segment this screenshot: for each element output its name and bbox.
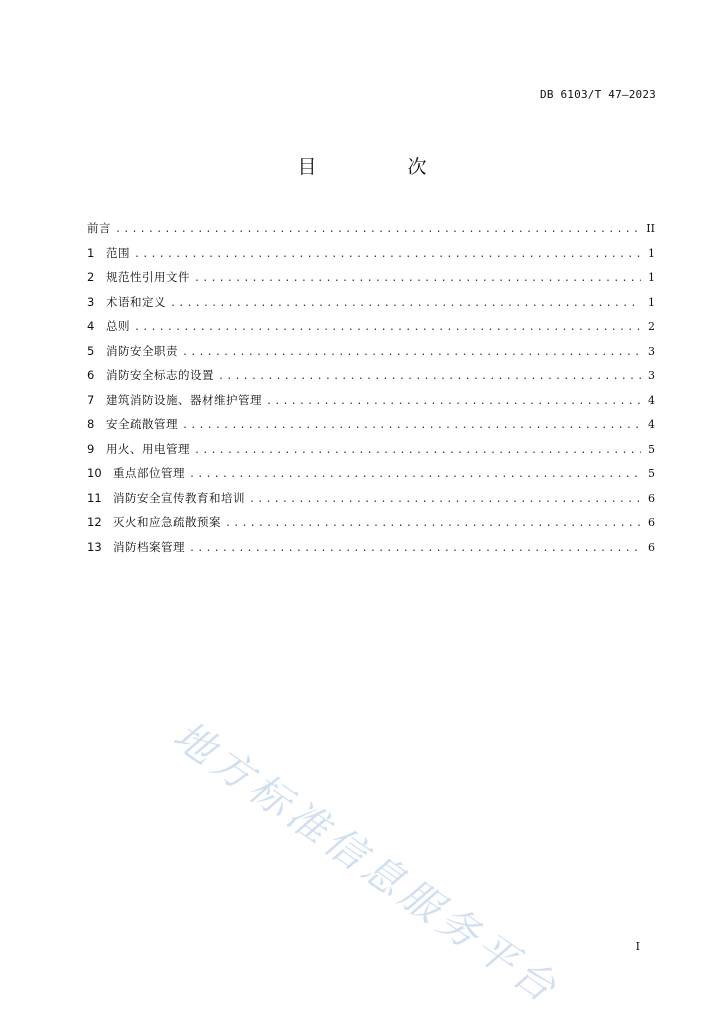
toc-entry-number: 12 xyxy=(87,515,102,529)
toc-entry-label: 用火、用电管理 xyxy=(106,441,190,456)
toc-entry-7[interactable] xyxy=(87,392,655,417)
toc-entry-number: 6 xyxy=(87,368,95,382)
toc-entry-label: 规范性引用文件 xyxy=(106,270,190,284)
toc-entry-number: 13 xyxy=(87,539,102,554)
toc-entry-page: 6 xyxy=(648,516,655,529)
toc-entry-9[interactable] xyxy=(87,441,655,466)
watermark: 地方标准信息服务平台 xyxy=(164,712,568,1015)
toc-entry-number: 10 xyxy=(87,466,102,480)
toc-entry-number: 11 xyxy=(87,490,102,505)
toc-leader-dots xyxy=(115,222,640,238)
toc-entry-3[interactable] xyxy=(87,294,655,319)
document-code: DB 6103/T 47—2023 xyxy=(540,88,656,101)
toc-entry-label: 总则 xyxy=(106,319,130,333)
toc-entry-page: 5 xyxy=(648,442,655,456)
toc-entry-4[interactable] xyxy=(87,318,655,343)
toc-entry-page: II xyxy=(646,222,655,235)
toc-entry-label: 范围 xyxy=(106,245,130,260)
toc-entry-label: 灭火和应急疏散预案 xyxy=(113,515,221,529)
toc-entry-label: 消防档案管理 xyxy=(113,539,185,554)
toc-entry-number: 4 xyxy=(87,319,95,333)
toc-entry-12[interactable] xyxy=(87,514,655,539)
toc-entry-foreword[interactable] xyxy=(87,220,655,245)
toc-entry-label: 消防安全职责 xyxy=(106,343,178,358)
page-title: 目 次 xyxy=(297,156,463,178)
toc-entry-label: 重点部位管理 xyxy=(113,466,185,480)
toc-entry-label: 消防安全宣传教育和培训 xyxy=(113,490,245,505)
table-of-contents xyxy=(87,220,655,563)
toc-entry-number: 7 xyxy=(87,392,95,407)
toc-leader-dots xyxy=(189,467,641,483)
toc-leader-dots xyxy=(134,320,641,336)
toc-entry-page: 5 xyxy=(648,467,655,480)
page-number: I xyxy=(635,940,640,953)
toc-entry-8[interactable] xyxy=(87,416,655,441)
toc-entry-page: 4 xyxy=(648,393,655,407)
toc-entry-page: 3 xyxy=(648,369,655,382)
toc-entry-label: 消防安全标志的设置 xyxy=(106,368,214,382)
toc-entry-number: 9 xyxy=(87,441,95,456)
toc-leader-dots xyxy=(182,345,641,361)
toc-leader-dots xyxy=(189,541,641,557)
toc-entry-page: 4 xyxy=(648,418,655,431)
toc-entry-6[interactable] xyxy=(87,367,655,392)
toc-entry-label: 术语和定义 xyxy=(106,294,166,309)
toc-entry-number: 5 xyxy=(87,343,95,358)
toc-entry-page: 1 xyxy=(648,246,655,260)
toc-leader-dots xyxy=(225,516,641,532)
toc-leader-dots xyxy=(134,247,641,263)
toc-entry-page: 6 xyxy=(648,540,655,554)
toc-entry-number: 3 xyxy=(87,294,95,309)
toc-entry-page: 3 xyxy=(648,344,655,358)
toc-entry-label: 前言 xyxy=(87,221,111,235)
toc-entry-number: 1 xyxy=(87,245,95,260)
toc-leader-dots xyxy=(218,369,641,385)
toc-entry-label: 安全疏散管理 xyxy=(106,417,178,431)
toc-entry-page: 1 xyxy=(648,271,655,284)
toc-leader-dots xyxy=(249,492,641,508)
toc-entry-5[interactable] xyxy=(87,343,655,368)
toc-entry-page: 6 xyxy=(648,491,655,505)
toc-entry-number: 2 xyxy=(87,270,95,284)
toc-entry-1[interactable] xyxy=(87,245,655,270)
toc-leader-dots xyxy=(170,296,641,312)
toc-leader-dots xyxy=(194,443,641,459)
toc-entry-page: 1 xyxy=(648,295,655,309)
toc-entry-2[interactable] xyxy=(87,269,655,294)
toc-entry-page: 2 xyxy=(648,320,655,333)
toc-entry-10[interactable] xyxy=(87,465,655,490)
toc-entry-13[interactable] xyxy=(87,539,655,564)
toc-leader-dots xyxy=(182,418,641,434)
toc-entry-number: 8 xyxy=(87,417,95,431)
toc-entry-label: 建筑消防设施、器材维护管理 xyxy=(106,392,262,407)
toc-leader-dots xyxy=(266,394,641,410)
toc-entry-11[interactable] xyxy=(87,490,655,515)
toc-leader-dots xyxy=(194,271,641,287)
